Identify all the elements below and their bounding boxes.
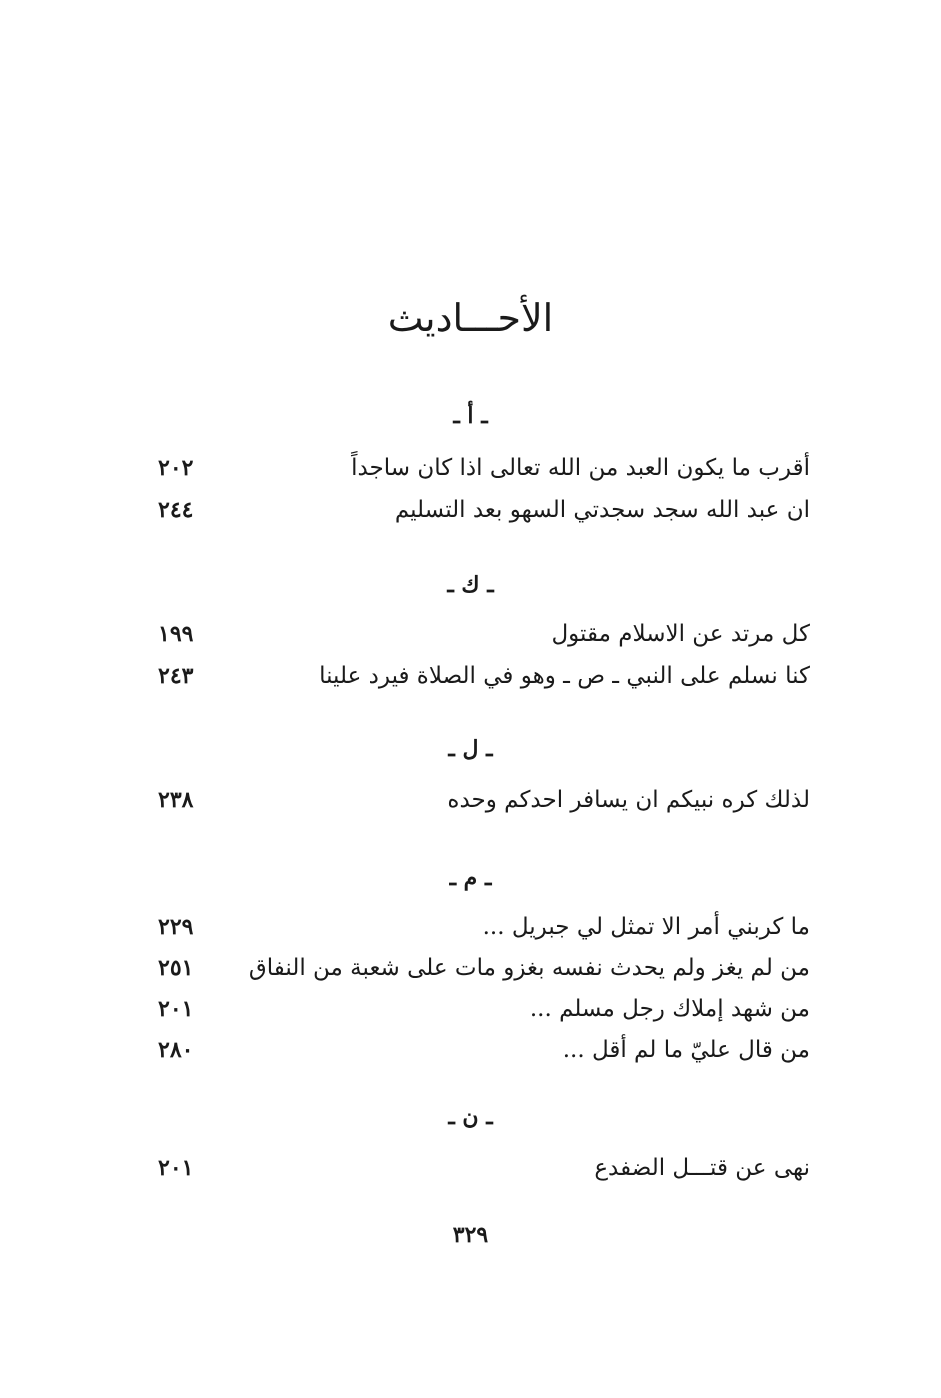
index-entry — [150, 497, 810, 537]
entry-page-number: ٢٥١ — [158, 955, 194, 981]
index-entry — [150, 996, 810, 1036]
section-header-nun: ـ ن ـ — [448, 1104, 493, 1130]
entry-text: أقرب ما يكون العبد من الله تعالى اذا كان ساجداً — [351, 455, 810, 481]
entry-page-number: ٢٠٢ — [158, 455, 194, 481]
entry-text: من قال عليّ ما لم أقل ... — [562, 1037, 810, 1063]
index-entry — [150, 621, 810, 661]
section-header-alif: ـ أ ـ — [453, 403, 488, 429]
entry-page-number: ٢٤٤ — [158, 497, 194, 523]
section-header-mim: ـ م ـ — [449, 865, 492, 891]
index-entry — [150, 455, 810, 495]
section-header-kaf: ـ ك ـ — [447, 572, 494, 598]
index-entry — [150, 663, 810, 703]
index-entry — [150, 955, 810, 995]
entry-page-number: ٢٤٣ — [158, 663, 194, 689]
index-entry — [150, 914, 810, 954]
entry-page-number: ١٩٩ — [158, 621, 194, 647]
entry-page-number: ٢٢٩ — [158, 914, 194, 940]
entry-page-number: ٢٣٨ — [158, 787, 194, 813]
entry-text: ما كربني أمر الا تمثل لي جبريل ... — [482, 914, 810, 940]
index-entry — [150, 1155, 810, 1195]
entry-page-number: ٢٨٠ — [158, 1037, 194, 1063]
entry-page-number: ٢٠١ — [158, 996, 194, 1022]
page-number: ٣٢٩ — [452, 1222, 489, 1248]
section-header-lam: ـ ل ـ — [448, 736, 493, 762]
entry-text: من لم يغز ولم يحدث نفسه بغزو مات على شعبة من النفاق — [248, 955, 810, 981]
index-entry — [150, 1037, 810, 1077]
page-title: الأحـــاديث — [387, 296, 554, 340]
entry-text: نهى عن قتـــل الضفدع — [594, 1155, 810, 1181]
entry-page-number: ٢٠١ — [158, 1155, 194, 1181]
entry-text: كل مرتد عن الاسلام مقتول — [551, 621, 810, 647]
entry-text: كنا نسلم على النبي ـ ص ـ وهو في الصلاة فيرد علينا — [319, 663, 810, 689]
entry-text: من شهد إملاك رجل مسلم ... — [529, 996, 810, 1022]
index-entry — [150, 787, 810, 827]
entry-text: لذلك كره نبيكم ان يسافر احدكم وحده — [447, 787, 810, 813]
entry-text: ان عبد الله سجد سجدتي السهو بعد التسليم — [394, 497, 810, 523]
